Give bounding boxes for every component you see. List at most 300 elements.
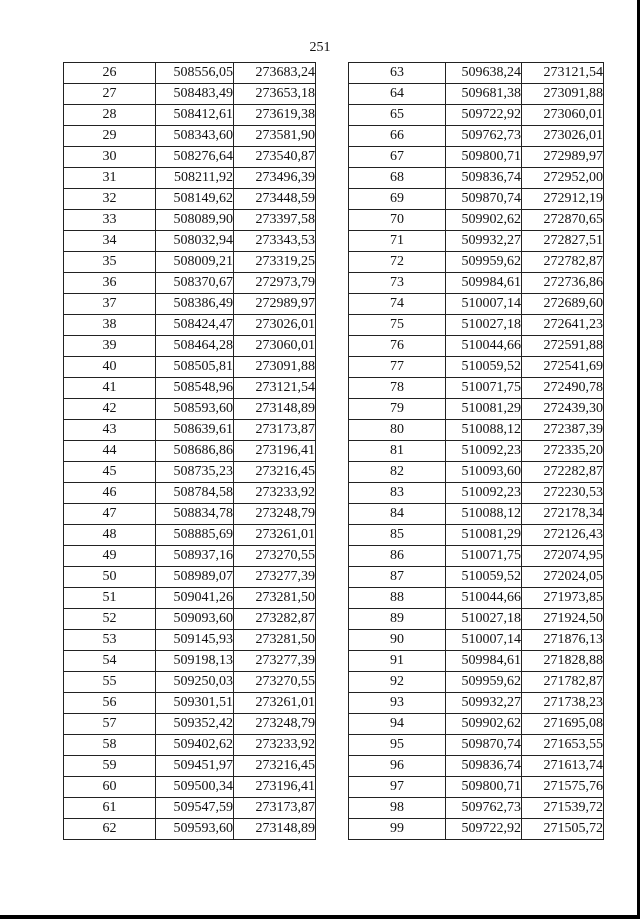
table-row <box>64 168 316 189</box>
coordinate-y-cell: 272178,34 <box>522 504 604 525</box>
coordinate-y-cell: 273261,01 <box>234 693 316 714</box>
point-number-cell: 57 <box>64 714 156 735</box>
coordinate-x-cell: 508989,07 <box>156 567 234 588</box>
table-row <box>64 462 316 483</box>
point-number-cell: 99 <box>349 819 446 840</box>
point-number-cell: 93 <box>349 693 446 714</box>
coordinate-y-cell: 272335,20 <box>522 441 604 462</box>
table-row <box>349 105 604 126</box>
coordinate-y-cell: 273216,45 <box>234 462 316 483</box>
point-number-cell: 69 <box>349 189 446 210</box>
point-number-cell: 79 <box>349 399 446 420</box>
coordinate-x-cell: 510088,12 <box>446 420 522 441</box>
coordinate-x-cell: 509870,74 <box>446 735 522 756</box>
table-row <box>64 357 316 378</box>
coordinate-y-cell: 272490,78 <box>522 378 604 399</box>
point-number-cell: 95 <box>349 735 446 756</box>
coordinate-y-cell: 273448,59 <box>234 189 316 210</box>
point-number-cell: 47 <box>64 504 156 525</box>
table-row <box>349 672 604 693</box>
point-number-cell: 96 <box>349 756 446 777</box>
table-row <box>349 630 604 651</box>
coordinate-y-cell: 273343,53 <box>234 231 316 252</box>
coordinate-y-cell: 271924,50 <box>522 609 604 630</box>
point-number-cell: 64 <box>349 84 446 105</box>
coordinate-x-cell: 509500,34 <box>156 777 234 798</box>
coordinate-y-cell: 272689,60 <box>522 294 604 315</box>
coordinate-x-cell: 510059,52 <box>446 357 522 378</box>
table-row <box>64 420 316 441</box>
point-number-cell: 74 <box>349 294 446 315</box>
coordinate-y-cell: 273248,79 <box>234 504 316 525</box>
table-row <box>349 168 604 189</box>
point-number-cell: 29 <box>64 126 156 147</box>
coordinate-x-cell: 509041,26 <box>156 588 234 609</box>
coordinate-x-cell: 508464,28 <box>156 336 234 357</box>
table-row <box>64 756 316 777</box>
coordinate-y-cell: 273281,50 <box>234 630 316 651</box>
table-row <box>64 588 316 609</box>
point-number-cell: 58 <box>64 735 156 756</box>
coordinate-x-cell: 509198,13 <box>156 651 234 672</box>
coordinate-x-cell: 510007,14 <box>446 294 522 315</box>
table-row <box>349 252 604 273</box>
coordinate-y-cell: 273233,92 <box>234 483 316 504</box>
point-number-cell: 82 <box>349 462 446 483</box>
table-row <box>349 588 604 609</box>
point-number-cell: 41 <box>64 378 156 399</box>
table-row <box>349 504 604 525</box>
table-row <box>64 672 316 693</box>
point-number-cell: 48 <box>64 525 156 546</box>
coordinate-y-cell: 272439,30 <box>522 399 604 420</box>
table-row <box>349 546 604 567</box>
table-row <box>64 819 316 840</box>
table-row <box>349 756 604 777</box>
point-number-cell: 32 <box>64 189 156 210</box>
coordinate-x-cell: 509959,62 <box>446 672 522 693</box>
coordinate-y-cell: 273173,87 <box>234 798 316 819</box>
coordinate-y-cell: 273540,87 <box>234 147 316 168</box>
table-row <box>349 714 604 735</box>
point-number-cell: 50 <box>64 567 156 588</box>
coordinate-x-cell: 510027,18 <box>446 609 522 630</box>
table-row <box>64 294 316 315</box>
point-number-cell: 66 <box>349 126 446 147</box>
coordinate-x-cell: 508009,21 <box>156 252 234 273</box>
coordinate-y-cell: 271613,74 <box>522 756 604 777</box>
point-number-cell: 91 <box>349 651 446 672</box>
point-number-cell: 37 <box>64 294 156 315</box>
coordinate-x-cell: 509722,92 <box>446 105 522 126</box>
point-number-cell: 42 <box>64 399 156 420</box>
table-row <box>349 189 604 210</box>
coordinate-y-cell: 273397,58 <box>234 210 316 231</box>
coordinate-y-cell: 273281,50 <box>234 588 316 609</box>
table-row <box>64 714 316 735</box>
point-number-cell: 52 <box>64 609 156 630</box>
point-number-cell: 90 <box>349 630 446 651</box>
coordinate-y-cell: 273148,89 <box>234 399 316 420</box>
point-number-cell: 62 <box>64 819 156 840</box>
table-row <box>64 399 316 420</box>
table-row <box>64 147 316 168</box>
point-number-cell: 55 <box>64 672 156 693</box>
coordinate-x-cell: 509593,60 <box>156 819 234 840</box>
table-row <box>64 252 316 273</box>
coordinate-y-cell: 273091,88 <box>522 84 604 105</box>
coordinate-y-cell: 273277,39 <box>234 651 316 672</box>
point-number-cell: 40 <box>64 357 156 378</box>
coordinate-x-cell: 508735,23 <box>156 462 234 483</box>
coordinate-x-cell: 508412,61 <box>156 105 234 126</box>
coordinate-x-cell: 508885,69 <box>156 525 234 546</box>
coordinate-x-cell: 509984,61 <box>446 273 522 294</box>
table-row <box>349 735 604 756</box>
coordinate-x-cell: 510044,66 <box>446 588 522 609</box>
table-row <box>64 63 316 84</box>
coordinate-x-cell: 509402,62 <box>156 735 234 756</box>
coordinate-y-cell: 272024,05 <box>522 567 604 588</box>
coordinate-y-cell: 273233,92 <box>234 735 316 756</box>
table-row <box>349 210 604 231</box>
point-number-cell: 89 <box>349 609 446 630</box>
point-number-cell: 60 <box>64 777 156 798</box>
table-row <box>64 231 316 252</box>
coordinate-y-cell: 272989,97 <box>234 294 316 315</box>
point-number-cell: 27 <box>64 84 156 105</box>
table-row <box>349 378 604 399</box>
table-row <box>64 777 316 798</box>
coordinate-x-cell: 510071,75 <box>446 546 522 567</box>
coordinate-y-cell: 272126,43 <box>522 525 604 546</box>
coordinate-y-cell: 273261,01 <box>234 525 316 546</box>
coordinate-y-cell: 272870,65 <box>522 210 604 231</box>
coordinate-x-cell: 509681,38 <box>446 84 522 105</box>
coordinate-x-cell: 509836,74 <box>446 168 522 189</box>
table-row <box>64 693 316 714</box>
coordinate-y-cell: 273282,87 <box>234 609 316 630</box>
coordinate-x-cell: 510081,29 <box>446 525 522 546</box>
point-number-cell: 84 <box>349 504 446 525</box>
coordinate-x-cell: 508483,49 <box>156 84 234 105</box>
table-row <box>64 315 316 336</box>
coordinate-x-cell: 508548,96 <box>156 378 234 399</box>
coordinate-x-cell: 509762,73 <box>446 126 522 147</box>
table-row <box>64 273 316 294</box>
point-number-cell: 30 <box>64 147 156 168</box>
table-row <box>64 441 316 462</box>
coordinate-y-cell: 272230,53 <box>522 483 604 504</box>
point-number-cell: 80 <box>349 420 446 441</box>
table-row <box>349 63 604 84</box>
coordinate-y-cell: 273026,01 <box>522 126 604 147</box>
coordinate-x-cell: 510007,14 <box>446 630 522 651</box>
coordinate-x-cell: 509762,73 <box>446 798 522 819</box>
coordinate-y-cell: 272973,79 <box>234 273 316 294</box>
table-row <box>64 126 316 147</box>
coordinate-y-cell: 273619,38 <box>234 105 316 126</box>
table-row <box>349 336 604 357</box>
table-row <box>349 231 604 252</box>
table-row <box>64 84 316 105</box>
coordinate-x-cell: 508834,78 <box>156 504 234 525</box>
coordinate-x-cell: 509451,97 <box>156 756 234 777</box>
table-row <box>64 735 316 756</box>
table-row <box>349 273 604 294</box>
coordinate-y-cell: 273270,55 <box>234 672 316 693</box>
table-row <box>349 462 604 483</box>
coordinate-y-cell: 271505,72 <box>522 819 604 840</box>
point-number-cell: 83 <box>349 483 446 504</box>
table-row <box>64 483 316 504</box>
point-number-cell: 76 <box>349 336 446 357</box>
point-number-cell: 45 <box>64 462 156 483</box>
point-number-cell: 59 <box>64 756 156 777</box>
coordinate-y-cell: 272827,51 <box>522 231 604 252</box>
point-number-cell: 68 <box>349 168 446 189</box>
coordinate-y-cell: 273173,87 <box>234 420 316 441</box>
coordinate-y-cell: 273653,18 <box>234 84 316 105</box>
coordinate-x-cell: 508937,16 <box>156 546 234 567</box>
point-number-cell: 92 <box>349 672 446 693</box>
point-number-cell: 65 <box>349 105 446 126</box>
coordinate-y-cell: 273091,88 <box>234 357 316 378</box>
coordinate-y-cell: 273319,25 <box>234 252 316 273</box>
table-row <box>64 525 316 546</box>
table-row <box>64 567 316 588</box>
coordinate-y-cell: 273216,45 <box>234 756 316 777</box>
point-number-cell: 85 <box>349 525 446 546</box>
coordinate-y-cell: 271876,13 <box>522 630 604 651</box>
point-number-cell: 98 <box>349 798 446 819</box>
coordinate-y-cell: 273270,55 <box>234 546 316 567</box>
coordinate-y-cell: 273060,01 <box>522 105 604 126</box>
coordinate-y-cell: 272782,87 <box>522 252 604 273</box>
coordinate-x-cell: 508089,90 <box>156 210 234 231</box>
coordinate-y-cell: 273496,39 <box>234 168 316 189</box>
coordinate-x-cell: 510092,23 <box>446 441 522 462</box>
point-number-cell: 38 <box>64 315 156 336</box>
table-row <box>349 441 604 462</box>
table-row <box>64 189 316 210</box>
coordinate-y-cell: 272541,69 <box>522 357 604 378</box>
coordinate-x-cell: 508211,92 <box>156 168 234 189</box>
coordinate-x-cell: 509352,42 <box>156 714 234 735</box>
coordinate-x-cell: 508639,61 <box>156 420 234 441</box>
coordinate-x-cell: 510092,23 <box>446 483 522 504</box>
coordinate-x-cell: 509902,62 <box>446 714 522 735</box>
coordinate-y-cell: 272387,39 <box>522 420 604 441</box>
coordinate-y-cell: 273121,54 <box>522 63 604 84</box>
coordinate-x-cell: 509250,03 <box>156 672 234 693</box>
coordinate-x-cell: 510059,52 <box>446 567 522 588</box>
point-number-cell: 63 <box>349 63 446 84</box>
coordinate-x-cell: 510081,29 <box>446 399 522 420</box>
coordinate-y-cell: 272282,87 <box>522 462 604 483</box>
table-row <box>349 819 604 840</box>
coordinate-x-cell: 509836,74 <box>446 756 522 777</box>
coordinate-x-cell: 510044,66 <box>446 336 522 357</box>
table-row <box>64 210 316 231</box>
coordinate-y-cell: 273277,39 <box>234 567 316 588</box>
coordinate-y-cell: 273026,01 <box>234 315 316 336</box>
table-row <box>349 84 604 105</box>
coordinate-y-cell: 272989,97 <box>522 147 604 168</box>
table-row <box>349 315 604 336</box>
coordinate-x-cell: 510088,12 <box>446 504 522 525</box>
point-number-cell: 36 <box>64 273 156 294</box>
coordinate-x-cell: 508149,62 <box>156 189 234 210</box>
coordinate-x-cell: 508386,49 <box>156 294 234 315</box>
point-number-cell: 26 <box>64 63 156 84</box>
point-number-cell: 61 <box>64 798 156 819</box>
point-number-cell: 46 <box>64 483 156 504</box>
coordinate-y-cell: 271828,88 <box>522 651 604 672</box>
coordinate-x-cell: 509093,60 <box>156 609 234 630</box>
coordinates-table-right <box>348 62 604 840</box>
table-row <box>349 483 604 504</box>
point-number-cell: 44 <box>64 441 156 462</box>
table-row <box>349 357 604 378</box>
table-row <box>64 609 316 630</box>
point-number-cell: 31 <box>64 168 156 189</box>
point-number-cell: 72 <box>349 252 446 273</box>
coordinate-y-cell: 272952,00 <box>522 168 604 189</box>
coordinate-y-cell: 271738,23 <box>522 693 604 714</box>
point-number-cell: 34 <box>64 231 156 252</box>
coordinate-y-cell: 273581,90 <box>234 126 316 147</box>
coordinate-x-cell: 508556,05 <box>156 63 234 84</box>
table-row <box>349 147 604 168</box>
coordinate-y-cell: 271575,76 <box>522 777 604 798</box>
coordinate-y-cell: 272912,19 <box>522 189 604 210</box>
point-number-cell: 78 <box>349 378 446 399</box>
point-number-cell: 33 <box>64 210 156 231</box>
coordinate-y-cell: 273196,41 <box>234 441 316 462</box>
table-row <box>349 567 604 588</box>
coordinate-y-cell: 273121,54 <box>234 378 316 399</box>
coordinate-x-cell: 510071,75 <box>446 378 522 399</box>
point-number-cell: 54 <box>64 651 156 672</box>
table-row <box>64 651 316 672</box>
table-row <box>349 609 604 630</box>
coordinate-x-cell: 509932,27 <box>446 231 522 252</box>
coordinate-x-cell: 509932,27 <box>446 693 522 714</box>
point-number-cell: 51 <box>64 588 156 609</box>
point-number-cell: 81 <box>349 441 446 462</box>
coordinate-y-cell: 271539,72 <box>522 798 604 819</box>
point-number-cell: 75 <box>349 315 446 336</box>
coordinate-y-cell: 271695,08 <box>522 714 604 735</box>
coordinate-x-cell: 508593,60 <box>156 399 234 420</box>
coordinate-x-cell: 509902,62 <box>446 210 522 231</box>
point-number-cell: 94 <box>349 714 446 735</box>
table-row <box>64 105 316 126</box>
coordinate-y-cell: 272074,95 <box>522 546 604 567</box>
page-number: 251 <box>309 40 331 55</box>
coordinate-x-cell: 508032,94 <box>156 231 234 252</box>
coordinate-x-cell: 509870,74 <box>446 189 522 210</box>
coordinate-y-cell: 271782,87 <box>522 672 604 693</box>
scan-edge-bottom <box>0 915 640 919</box>
table-row <box>64 378 316 399</box>
coordinate-x-cell: 509722,92 <box>446 819 522 840</box>
table-row <box>64 630 316 651</box>
coordinate-x-cell: 509984,61 <box>446 651 522 672</box>
coordinates-table-left <box>63 62 316 840</box>
point-number-cell: 70 <box>349 210 446 231</box>
coordinate-x-cell: 508505,81 <box>156 357 234 378</box>
point-number-cell: 87 <box>349 567 446 588</box>
coordinate-x-cell: 508784,58 <box>156 483 234 504</box>
table-row <box>349 693 604 714</box>
point-number-cell: 56 <box>64 693 156 714</box>
table-row <box>349 399 604 420</box>
table-row <box>64 546 316 567</box>
coordinate-y-cell: 272591,88 <box>522 336 604 357</box>
point-number-cell: 39 <box>64 336 156 357</box>
point-number-cell: 88 <box>349 588 446 609</box>
table-row <box>349 420 604 441</box>
point-number-cell: 53 <box>64 630 156 651</box>
coordinate-x-cell: 509800,71 <box>446 777 522 798</box>
point-number-cell: 71 <box>349 231 446 252</box>
table-row <box>349 798 604 819</box>
table-row <box>349 126 604 147</box>
coordinate-y-cell: 271973,85 <box>522 588 604 609</box>
point-number-cell: 35 <box>64 252 156 273</box>
table-row <box>349 294 604 315</box>
point-number-cell: 77 <box>349 357 446 378</box>
coordinate-x-cell: 510093,60 <box>446 462 522 483</box>
coordinate-x-cell: 508686,86 <box>156 441 234 462</box>
coordinate-y-cell: 273060,01 <box>234 336 316 357</box>
coordinate-x-cell: 509638,24 <box>446 63 522 84</box>
coordinate-x-cell: 508370,67 <box>156 273 234 294</box>
coordinate-x-cell: 508343,60 <box>156 126 234 147</box>
coordinate-y-cell: 273248,79 <box>234 714 316 735</box>
point-number-cell: 49 <box>64 546 156 567</box>
table-row <box>349 651 604 672</box>
coordinate-x-cell: 508424,47 <box>156 315 234 336</box>
table-row <box>349 777 604 798</box>
coordinate-y-cell: 273196,41 <box>234 777 316 798</box>
coordinate-y-cell: 273683,24 <box>234 63 316 84</box>
coordinate-y-cell: 272736,86 <box>522 273 604 294</box>
table-row <box>64 504 316 525</box>
coordinate-x-cell: 509800,71 <box>446 147 522 168</box>
table-row <box>64 798 316 819</box>
point-number-cell: 67 <box>349 147 446 168</box>
coordinate-y-cell: 273148,89 <box>234 819 316 840</box>
table-row <box>64 336 316 357</box>
coordinate-x-cell: 509959,62 <box>446 252 522 273</box>
coordinate-x-cell: 510027,18 <box>446 315 522 336</box>
point-number-cell: 97 <box>349 777 446 798</box>
coordinate-y-cell: 271653,55 <box>522 735 604 756</box>
coordinate-x-cell: 509145,93 <box>156 630 234 651</box>
coordinate-x-cell: 509547,59 <box>156 798 234 819</box>
point-number-cell: 43 <box>64 420 156 441</box>
table-row <box>349 525 604 546</box>
point-number-cell: 86 <box>349 546 446 567</box>
coordinate-x-cell: 509301,51 <box>156 693 234 714</box>
point-number-cell: 73 <box>349 273 446 294</box>
point-number-cell: 28 <box>64 105 156 126</box>
coordinate-x-cell: 508276,64 <box>156 147 234 168</box>
coordinate-y-cell: 272641,23 <box>522 315 604 336</box>
